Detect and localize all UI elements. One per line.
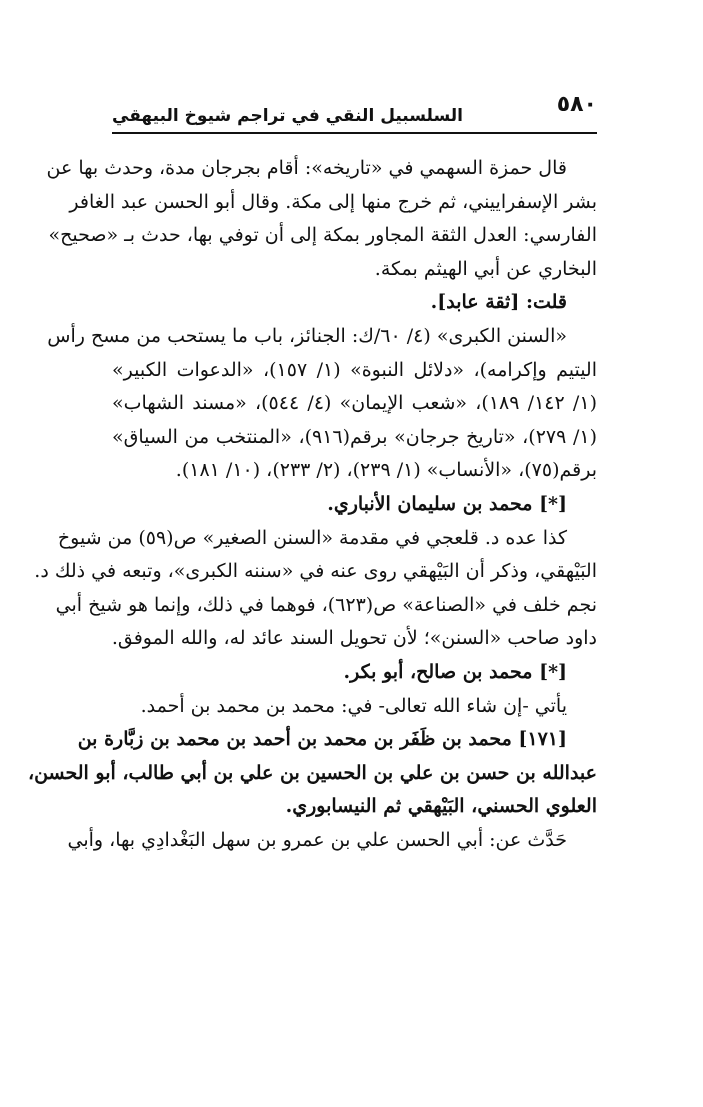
text-line: حَدَّث عن: أبي الحسن علي بن عمرو بن سهل البَغْدادِي بها، وأبي [67, 828, 567, 851]
entry-heading: [*] محمد بن سليمان الأنباري. [327, 492, 567, 515]
text-line: اليتيم وإكرامه)، «دلائل النبوة» (١/ ١٥٧)، «الدعوات الكبير» [112, 358, 597, 381]
text-line: يأتي -إن شاء الله تعالى- في: محمد بن محمد بن أحمد. [140, 694, 567, 717]
text-line: قال حمزة السهمي في «تاريخه»: أقام بجرجان مدة، وحدث بها عن [46, 157, 567, 179]
verdict-line: قلت: [ثقة عابد]. [430, 291, 567, 314]
text-line: البخاري عن أبي الهيثم بمكة. [374, 257, 597, 280]
text-line: الفارسي: العدل الثقة المجاور بمكة إلى أن توفي بها، حدث بـ «صحيح» [48, 224, 597, 247]
text-line: كذا عده د. قلعجي في مقدمة «السنن الصغير» ص(٥٩) من شيوخ [57, 526, 567, 549]
text-line: (١/ ١٤٢/ ١٨٩)، «شعب الإيمان» (٤/ ٥٤٤)، «مسند الشهاب» [112, 392, 597, 415]
entry-heading: [١٧١] محمد بن ظَفَر بن محمد بن أحمد بن محمد بن زبَّارة بن [77, 728, 567, 751]
entry-heading: عبدالله بن حسن بن علي بن الحسين بن علي بن أبي طالب، أبو الحسن، [27, 761, 597, 784]
text-line: «السنن الكبرى» (٤/ ٦٠/ك: الجنائز، باب ما يستحب من مسح رأس [47, 324, 567, 347]
text-line: برقم(٧٥)، «الأنساب» (١/ ٢٣٩)، (٢/ ٢٣٣)، (١٠/ ١٨١). [175, 459, 597, 482]
page-number: ٥٨٠ [556, 92, 597, 117]
text-line: داود صاحب «السنن»؛ لأن تحويل السند عائد له، والله الموفق. [111, 627, 597, 650]
running-title: السلسبيل النقي في تراجم شيوخ البيهقي [112, 106, 463, 126]
book-page [27, 86, 597, 1086]
text-line: (١/ ٢٧٩)، «تاريخ جرجان» برقم(٩١٦)، «المنتخب من السياق» [112, 425, 597, 448]
entry-heading: العلوي الحسني، البَيْهقي ثم النيسابوري. [285, 795, 597, 818]
text-line: نجم خلف في «الصناعة» ص(٦٢٣)، فوهما في ذلك، وإنما هو شيخ أبي [55, 593, 597, 616]
page-header [112, 86, 597, 134]
text-line: بشر الإسفراييني، ثم خرج منها إلى مكة. وقال أبو الحسن عبد الغافر [69, 190, 597, 213]
body-text [27, 152, 597, 857]
entry-heading: [*] محمد بن صالح، أبو بكر. [343, 660, 567, 683]
text-line: البَيْهقي، وذكر أن البَيْهقي روى عنه في «سننه الكبرى»، وتبعه في ذلك د. [34, 560, 597, 583]
